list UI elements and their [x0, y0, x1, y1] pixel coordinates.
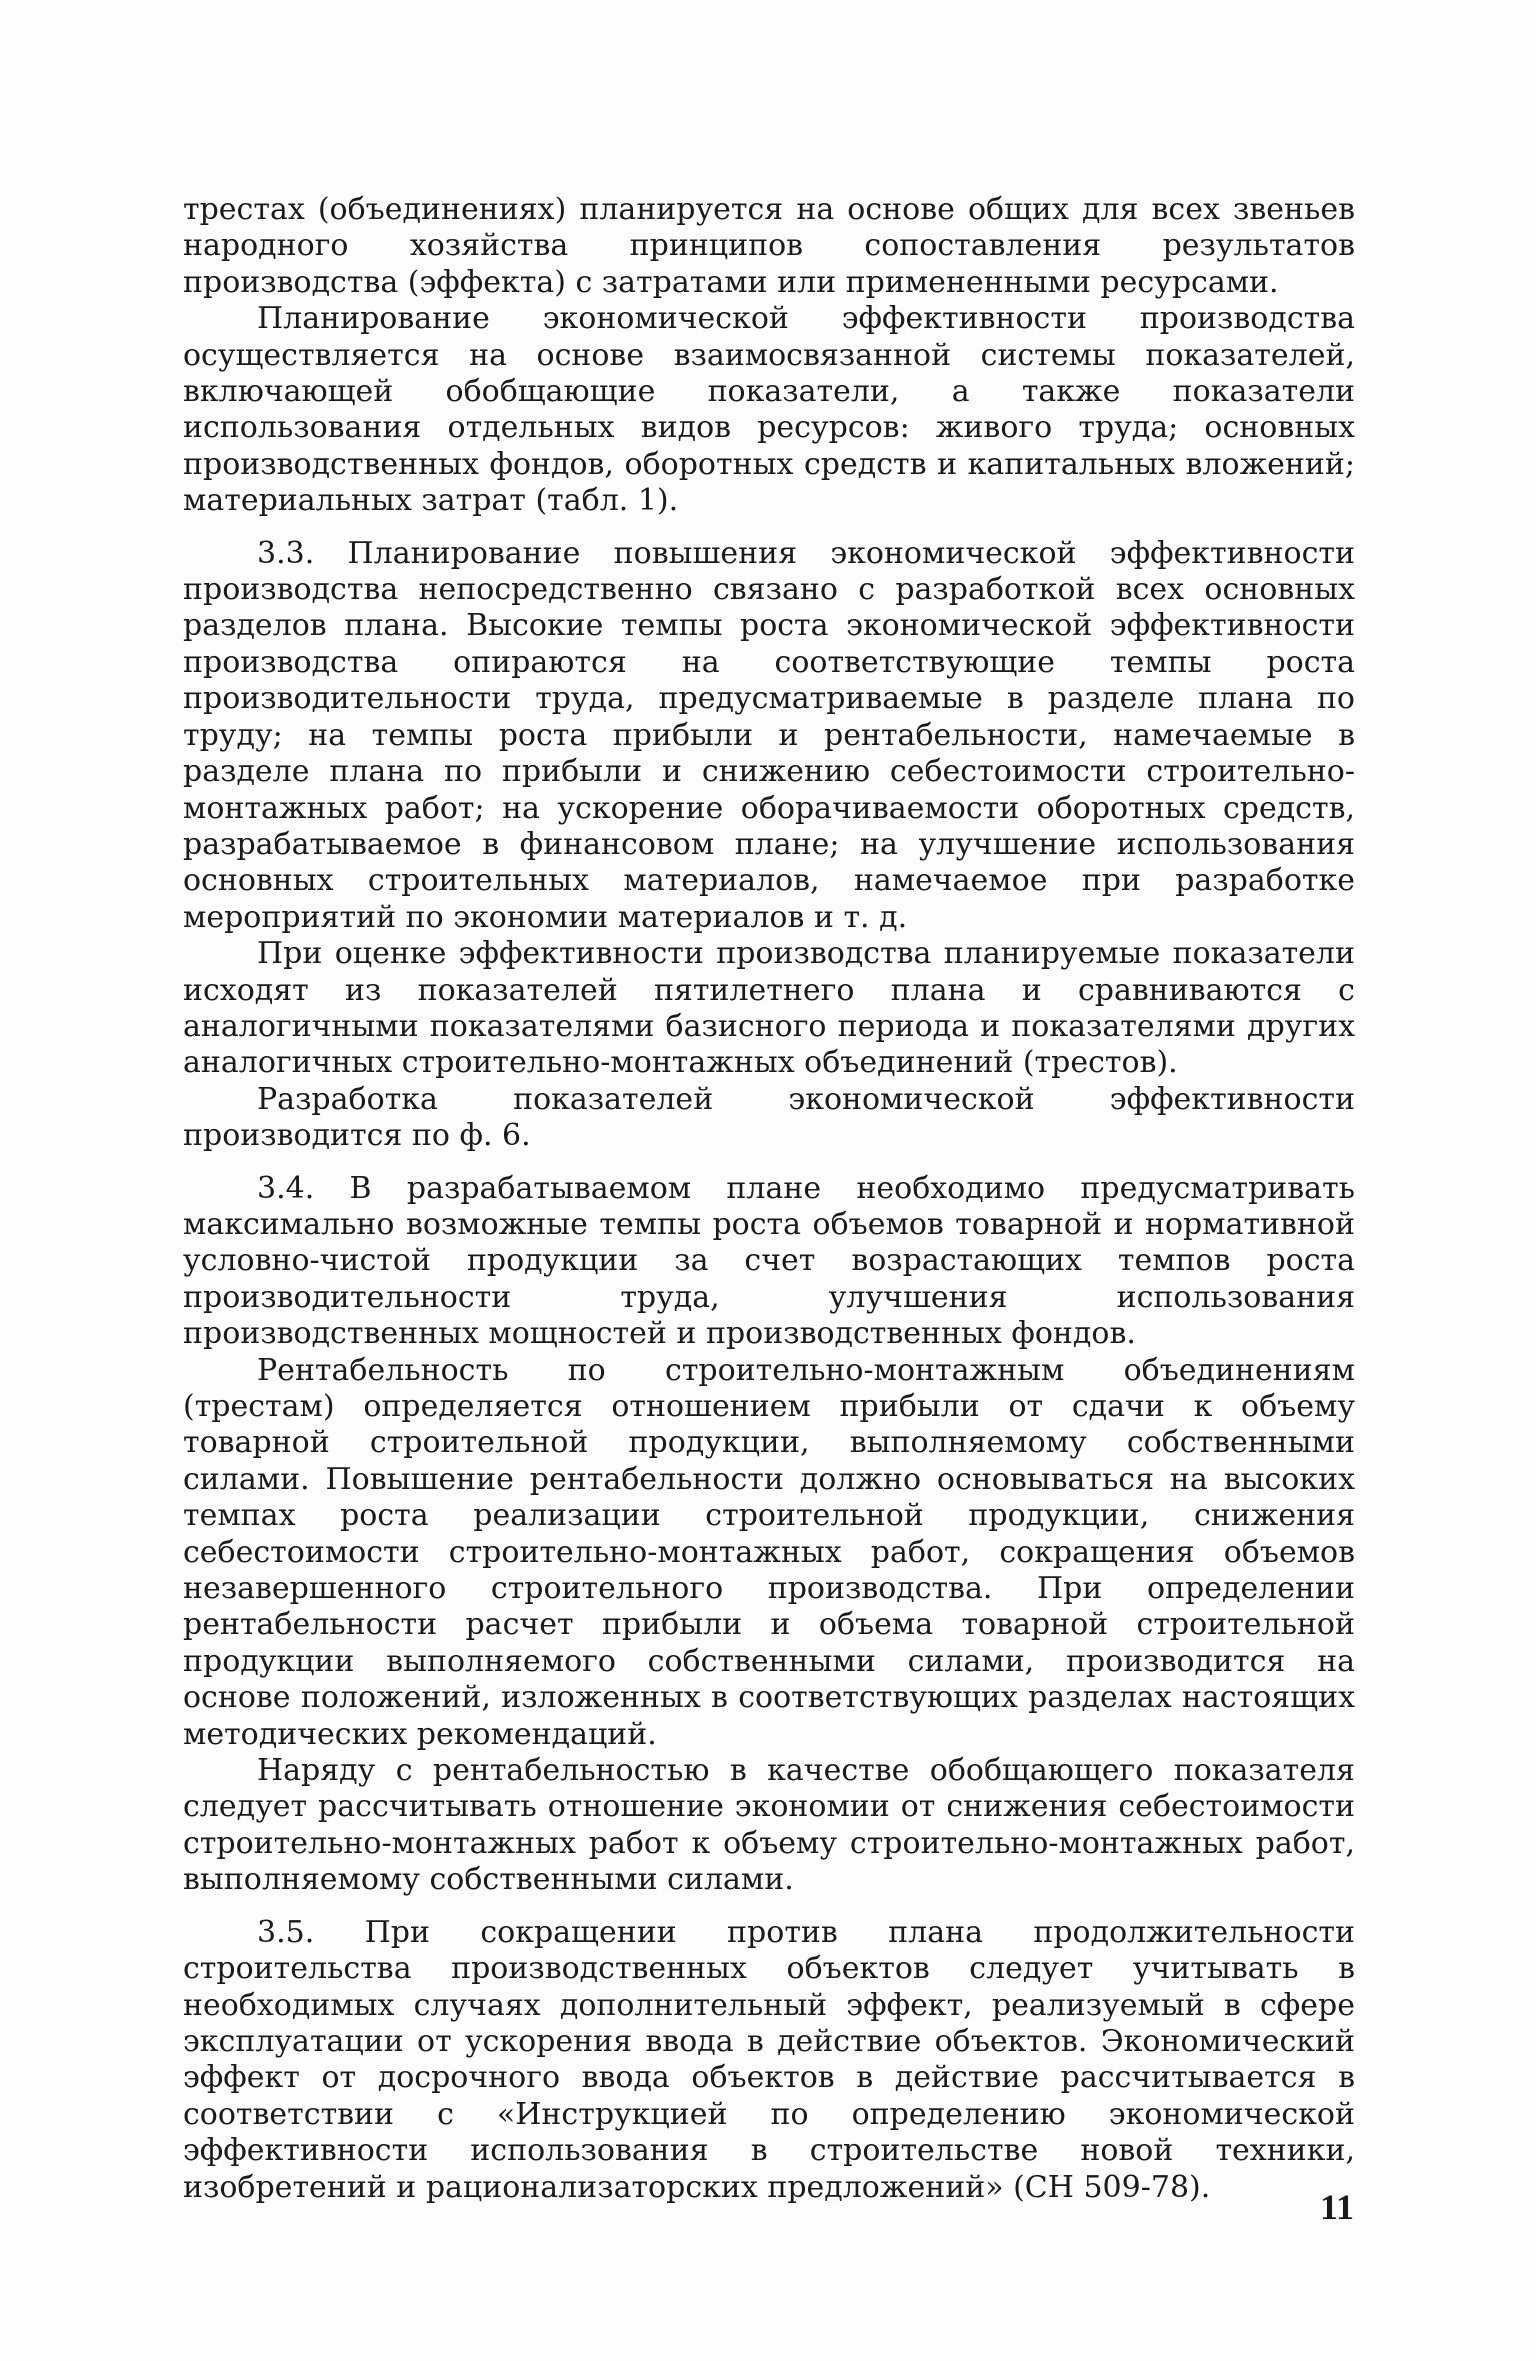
- paragraph-evaluation: При оценке эффективности производства планируемые показатели исходят из показателей пятилетнего плана и сравниваются с аналогичными показателями базисного периода и показателями других аналогичных строительно-монтажных объединений (трестов).: [183, 936, 1355, 1081]
- paragraph-savings-ratio: Наряду с рентабельностью в качестве обобщающего показателя следует рассчитывать отношение экономии от снижения себестоимости строительно-монтажных работ к объему строительно-монтажных работ, выполняемому собственными силами.: [183, 1753, 1355, 1898]
- page-number: 11: [1319, 2187, 1354, 2227]
- paragraph-planning-system: Планирование экономической эффективности производства осуществляется на основе взаимосвязанной системы показателей, включающей обобщающие показатели, а также показатели использования отдельных видов ресурсов: живого труда; основных производственных фондов, оборотных средств и капитальных вложений; материальных затрат (табл. 1).: [183, 301, 1355, 519]
- paragraph-profitability: Рентабельность по строительно-монтажным объединениям (трестам) определяется отношением прибыли от сдачи к объему товарной строительной продукции, выполняемому собственными силами. Повышение рентабельности должно основываться на высоких темпах роста реализации строительной продукции, снижения себестоимости строительно-монтажных работ, сокращения объемов незавершенного строительного производства. При определении рентабельности расчет прибыли и объема товарной строительной продукции выполняемого собственными силами, производится на основе положений, изложенных в соответствующих разделах настоящих методических рекомендаций.: [183, 1352, 1355, 1752]
- paragraph-continuation: трестах (объединениях) планируется на основе общих для всех звеньев народного хозяйства принципов сопоставления результатов производства (эффекта) с затратами или примененными ресурсами.: [183, 192, 1355, 300]
- paragraph-section-3-4: 3.4. В разрабатываемом плане необходимо предусматривать максимально возможные темпы роста объемов товарной и нормативной условно-чистой продукции за счет возрастающих темпов роста производительности труда, улучшения использования производственных мощностей и производственных фондов.: [183, 1170, 1355, 1352]
- body-text: [183, 192, 1355, 2206]
- paragraph-section-3-3: 3.3. Планирование повышения экономической эффективности производства непосредственно связано с разработкой всех основных разделов плана. Высокие темпы роста экономической эффективности производства опираются на соответствующие темпы роста производительности труда, предусматриваемые в разделе плана по труду; на темпы роста прибыли и рентабельности, намечаемые в разделе плана по прибыли и снижению себестоимости строительно-монтажных работ; на ускорение оборачиваемости оборотных средств, разрабатываемое в финансовом плане; на улучшение использования основных строительных материалов, намечаемое при разработке мероприятий по экономии материалов и т. д.: [183, 535, 1355, 935]
- paragraph-form-6: Разработка показателей экономической эффективности производится по ф. 6.: [183, 1081, 1355, 1154]
- paragraph-section-3-5: 3.5. При сокращении против плана продолжительности строительства производственных объектов следует учитывать в необходимых случаях дополнительный эффект, реализуемый в сфере эксплуатации от ускорения ввода в действие объектов. Экономический эффект от досрочного ввода объектов в действие рассчитывается в соответствии с «Инструкцией по определению экономической эффективности использования в строительстве новой техники, изобретений и рационализаторских предложений» (СН 509-78).: [183, 1914, 1355, 2205]
